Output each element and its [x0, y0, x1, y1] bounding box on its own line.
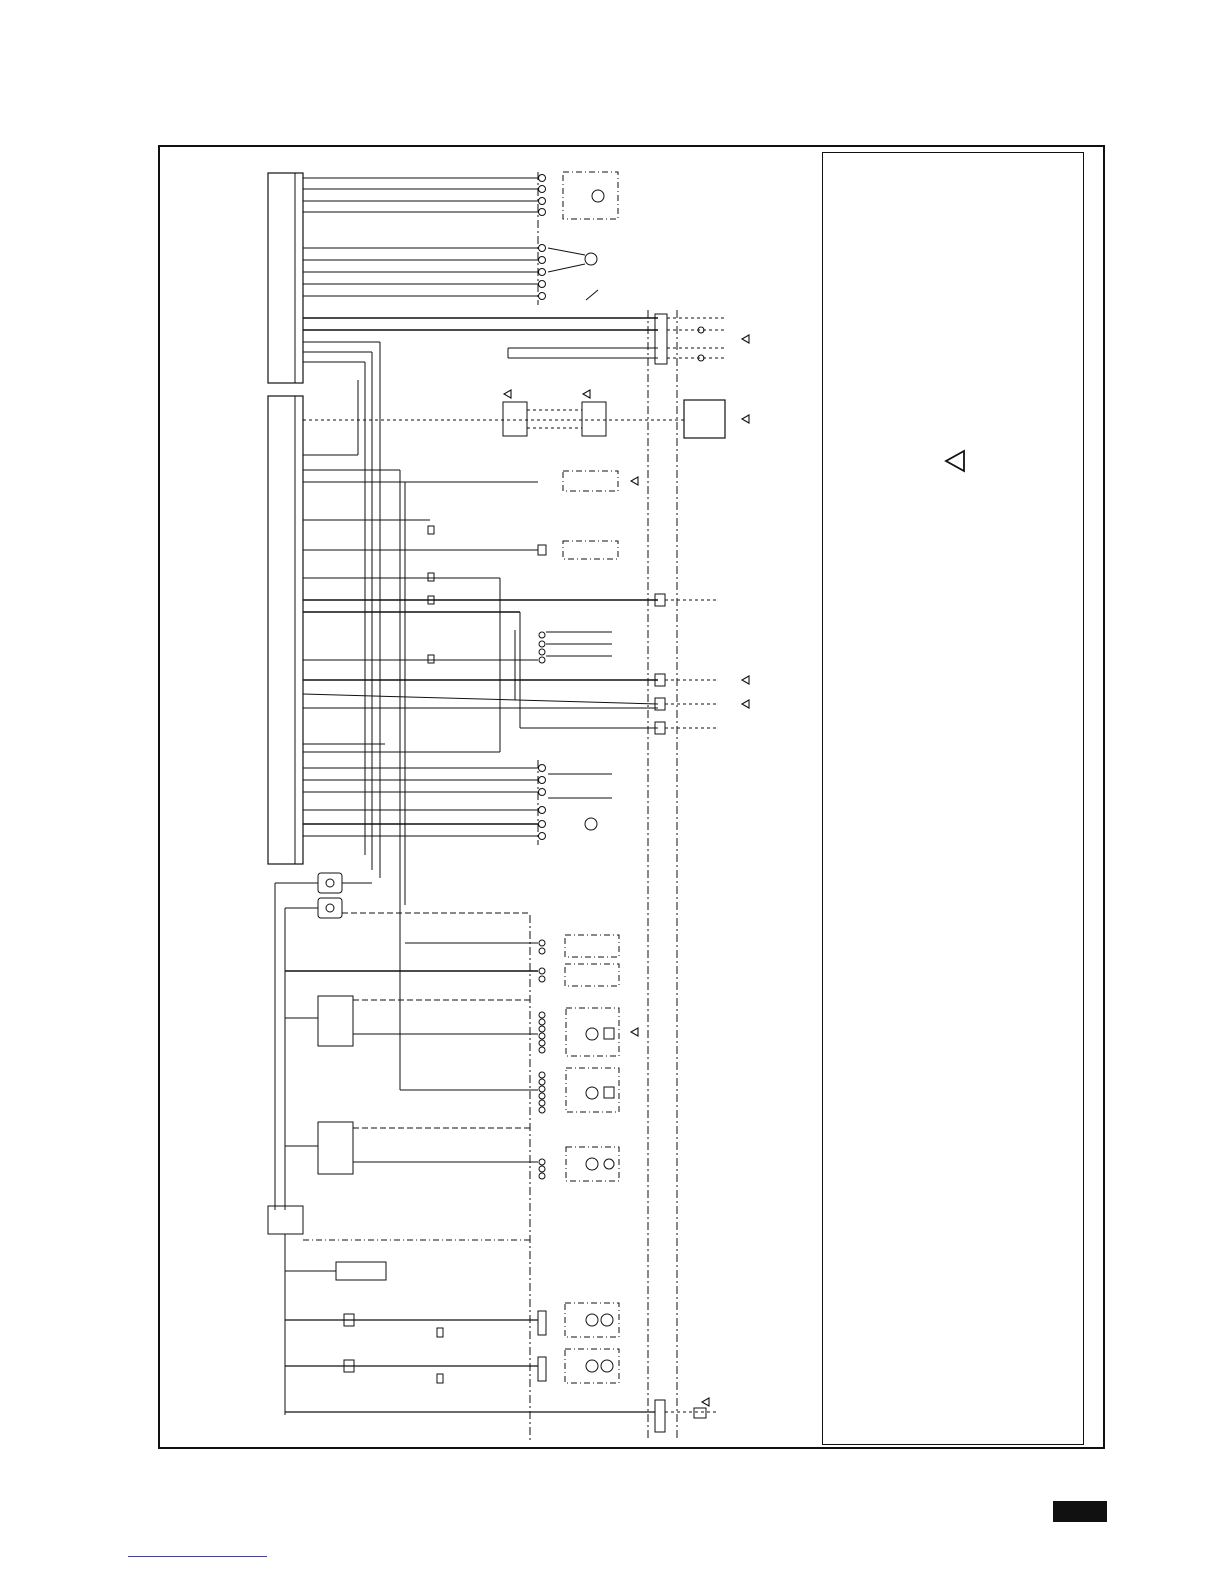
sensor-4-box [563, 541, 618, 559]
warning-triangle-icon [742, 676, 749, 684]
terminal-group-4 [539, 765, 546, 840]
relay-1 [318, 873, 342, 893]
motor-2-box [565, 1349, 619, 1383]
relay-2 [318, 898, 342, 918]
module-a [503, 402, 527, 436]
power-distribution-box [268, 1206, 303, 1234]
module-b [582, 402, 606, 436]
warning-triangle-icon [742, 700, 749, 708]
motor-icon [592, 190, 604, 202]
right-connector-upper [655, 314, 667, 364]
terminal-group-3 [539, 632, 545, 663]
control-module-1 [318, 996, 353, 1046]
ecu-connector-upper [268, 173, 303, 383]
terminal-group-2 [539, 245, 546, 300]
ground-connector [655, 1400, 665, 1432]
warning-triangle-icon [631, 477, 638, 485]
sensor-3-box [563, 471, 618, 491]
terminal-group-5 [539, 940, 545, 982]
terminal-group-6 [539, 1012, 545, 1053]
terminal-group-8 [539, 1159, 545, 1179]
control-unit-box [684, 400, 725, 438]
warning-triangle-icon [742, 335, 749, 343]
warning-triangle-icon [631, 1028, 638, 1036]
sensor-1-box [563, 172, 618, 219]
warning-triangle-icon [504, 390, 511, 398]
sensor-icon [585, 253, 597, 265]
control-module-2 [318, 1122, 353, 1174]
thermistor-icon [586, 290, 598, 300]
page-number-tab [1053, 1501, 1107, 1522]
warning-triangle-icon [702, 1398, 709, 1406]
footer-link[interactable] [128, 1556, 267, 1557]
terminal-group-7 [539, 1072, 545, 1113]
warning-triangle-icon [742, 415, 749, 423]
ecu-connector-lower [268, 396, 303, 864]
warning-triangle-icon [583, 390, 590, 398]
motor-1-box [565, 1303, 619, 1337]
terminal-group-1 [539, 175, 546, 216]
